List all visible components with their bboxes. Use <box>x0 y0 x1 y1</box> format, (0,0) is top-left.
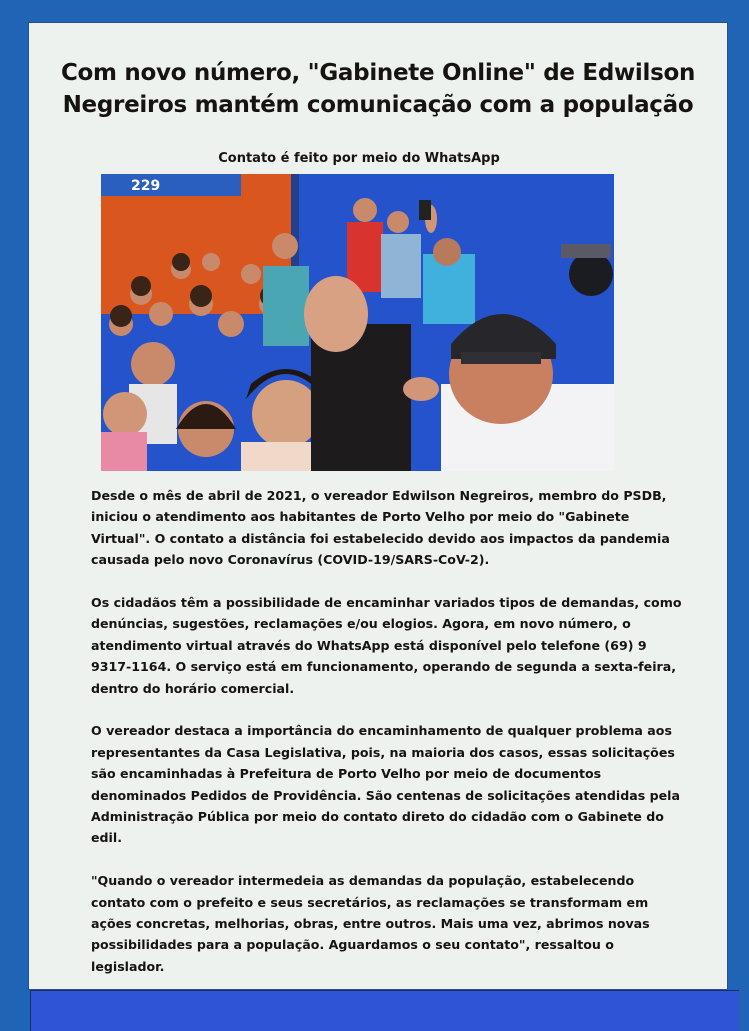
article-photo <box>101 174 614 471</box>
article-card <box>28 22 728 990</box>
article-headline: Com novo número, "Gabinete Online" de Edwilson Negreiros mantém comunicação com a população <box>60 60 696 118</box>
article-paragraph-2: Os cidadãos têm a possibilidade de encaminhar variados tipos de demandas, como denúncias, sugestões, reclamações e/ou elogios. Agora, em novo número, o atendimento virtual através do WhatsApp está disponível pelo telefone (69) 9 9317-1164. O serviço está em funcionamento, operando de segunda a sexta-feira, dentro do horário comercial. <box>91 595 682 696</box>
svg-text:229: 229 <box>131 178 161 194</box>
photo-caption: Contato é feito por meio do WhatsApp <box>218 151 500 166</box>
article-paragraph-3: O vereador destaca a importância do encaminhamento de qualquer problema aos representantes da Casa Legislativa, pois, na maioria dos casos, essas solicitações são encaminhadas à Prefeitura de Porto Velho por meio de documentos denominados Pedidos de Providência. São centenas de solicitações atendidas pela Administração Pública por meio do contato direto do cidadão com o Gabinete do edil. <box>91 723 680 846</box>
footer-band <box>30 990 739 1031</box>
article-body <box>91 485 691 999</box>
article-paragraph-1: Desde o mês de abril de 2021, o vereador Edwilson Negreiros, membro do PSDB, iniciou o atendimento aos habitantes de Porto Velho por meio do "Gabinete Virtual". O contato a distância foi estabelecido devido aos impactos da pandemia causada pelo novo Coronavírus (COVID-19/SARS-CoV-2). <box>91 488 670 568</box>
article-paragraph-4: "Quando o vereador intermedeia as demandas da população, estabelecendo contato com o prefeito e seus secretários, as reclamações se transformam em ações concretas, melhorias, obras, entre outros. Mais uma vez, abrimos novas possibilidades para a população. Aguardamos o seu contato", ressaltou o legislador. <box>91 873 650 974</box>
